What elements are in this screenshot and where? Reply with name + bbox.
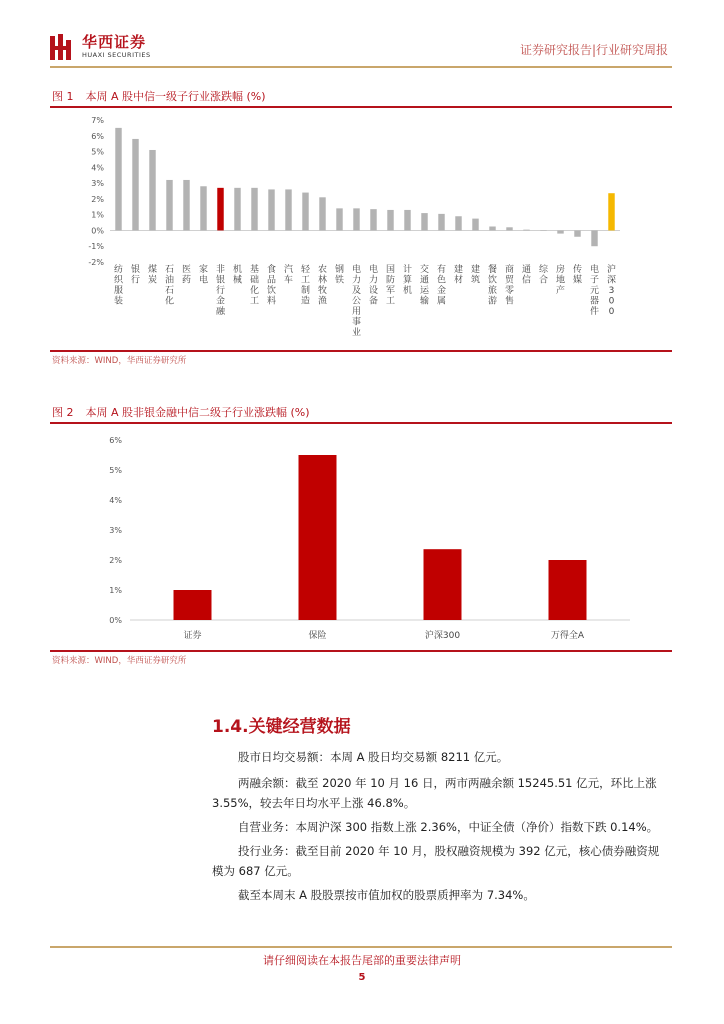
x-tick-label: 钢铁 [334,265,345,286]
bar-1 [299,455,337,620]
x-tick-label: 建筑 [470,265,481,286]
bar-19 [438,214,444,231]
figure2-label: 图 2 [52,406,74,419]
x-tick-label: 农林牧渔 [317,265,328,307]
bar-27 [574,230,580,236]
bar-1 [132,139,138,231]
bar-11 [302,193,308,231]
x-tick-label: 银行 [130,265,141,286]
y-tick-label: 3% [91,179,104,189]
bar-29 [608,193,614,230]
x-tick-label: 煤炭 [147,265,158,286]
y-tick-label: 4% [109,496,122,505]
bar-22 [489,227,495,231]
figure1-label: 图 1 [52,90,74,103]
y-tick-label: 4% [91,163,104,173]
y-tick-label: 6% [109,436,122,445]
bar-2 [149,150,155,230]
y-tick-label: 1% [109,586,122,595]
footer-disclaimer: 请仔细阅读在本报告尾部的重要法律声明 [263,954,461,967]
y-tick-label: -2% [88,258,104,267]
figure2-title: 本周 A 股非银金融中信二级子行业涨跌幅 (%) [85,406,310,419]
y-tick-label: 7% [91,116,104,125]
header-divider [50,66,672,68]
footer-divider [50,946,672,948]
figure2-caption [52,404,310,420]
x-tick-label: 家电 [198,265,209,286]
x-tick-label: 沪深300 [424,631,461,641]
paragraph-daily-turnover: 股市日均交易额：本周 A 股日均交易额 8211 亿元。 [238,750,509,764]
bar-0 [115,128,121,231]
bar-8 [251,188,257,231]
y-tick-label: 5% [109,466,122,475]
x-tick-label: 食品饮料 [266,265,277,307]
x-tick-label: 传媒 [572,265,583,286]
paragraph-margin-balance-cont: 3.55%，较去年日均水平上涨 46.8%。 [212,796,416,810]
bar-3 [549,560,587,620]
figure2-bottom-rule [50,650,672,652]
x-tick-label: 国防军工 [385,265,396,307]
bar-21 [472,219,478,231]
paragraph-investment-banking-cont: 模为 687 亿元。 [212,864,299,878]
x-tick-label: 计算机 [402,265,413,296]
bar-9 [268,189,274,230]
bar-5 [200,186,206,230]
figure2-chart [50,426,672,648]
x-tick-label: 纺织服装 [113,265,124,307]
x-tick-label: 沪深 3 0 0 [606,265,617,317]
figure1-title: 本周 A 股中信一级子行业涨跌幅 (%) [85,90,266,103]
figure1-chart [50,110,672,350]
x-tick-label: 机械 [232,265,243,286]
bar-20 [455,216,461,230]
bar-23 [506,227,512,230]
bar-14 [353,208,359,230]
bar-16 [387,210,393,231]
y-tick-label: 2% [109,556,122,565]
y-tick-label: 0% [109,616,122,625]
x-tick-label: 餐饮旅游 [487,265,498,307]
x-tick-label: 电子元器件 [589,265,600,317]
figure1-caption [52,88,266,104]
bar-6 [217,188,223,231]
logo-chinese-name: 华西证券 [82,33,147,51]
paragraph-pledge-ratio: 截至本周末 A 股股票按市值加权的股票质押率为 7.34%。 [238,888,535,902]
bar-15 [370,209,376,230]
bar-13 [336,208,342,230]
bar-7 [234,188,240,231]
x-tick-label: 汽车 [283,265,294,286]
figure2-source: 资料来源：WIND，华西证券研究所 [52,656,187,666]
y-tick-label: 5% [91,147,104,157]
y-tick-label: 6% [91,131,104,141]
x-tick-label: 基础化工 [249,265,260,307]
y-tick-label: 3% [109,526,122,535]
bar-17 [404,210,410,231]
x-tick-label: 通信 [521,265,532,286]
x-tick-label: 有色金属 [436,265,447,307]
bar-18 [421,213,427,230]
section-title: 1.4.关键经营数据 [212,717,351,737]
paragraph-investment-banking: 投行业务：截至目前 2020 年 10 月，股权融资规模为 392 亿元，核心债券融资规 [238,844,660,858]
bar-0 [174,590,212,620]
paragraph-proprietary: 自营业务：本周沪深 300 指数上涨 2.36%，中证全债（净价）指数下跌 0.14%。 [238,820,659,834]
figure1-source: 资料来源：WIND，华西证券研究所 [52,356,187,366]
x-tick-label: 非银行金融 [215,265,226,317]
bar-28 [591,230,597,246]
x-tick-label: 综合 [538,265,549,286]
x-tick-label: 房地产 [555,265,566,296]
x-tick-label: 电力设备 [368,265,379,307]
x-tick-label: 商贸零售 [504,265,515,307]
bar-4 [183,180,189,230]
y-tick-label: 1% [91,210,104,220]
figure1-bottom-rule [50,350,672,352]
bar-12 [319,197,325,230]
bar-25 [540,230,546,231]
x-tick-label: 保险 [308,631,327,641]
y-tick-label: 2% [91,194,104,204]
bar-2 [424,549,462,620]
bar-10 [285,189,291,230]
figure2-top-rule [50,422,672,424]
x-tick-label: 电力及公用事业 [351,265,362,338]
x-tick-label: 证券 [183,631,202,641]
x-tick-label: 轻工制造 [300,265,311,307]
report-type: 证券研究报告|行业研究周报 [519,43,668,57]
page-number: 5 [358,972,366,983]
bar-3 [166,180,172,230]
paragraph-margin-balance: 两融余额：截至 2020 年 10 月 16 日，两市两融余额 15245.51 亿元，环比上涨 [238,776,657,790]
bar-26 [557,230,563,233]
y-tick-label: 0% [91,226,104,236]
huaxi-logo-icon [50,34,72,60]
x-tick-label: 万得全A [550,631,585,641]
figure1-top-rule [50,106,672,108]
x-tick-label: 石油石化 [164,265,175,307]
x-tick-label: 医药 [181,265,192,286]
page-header [0,0,724,70]
x-tick-label: 交通运输 [419,265,430,307]
bar-24 [523,230,529,231]
logo-english-name: HUAXI SECURITIES [82,51,151,59]
y-tick-label: -1% [88,242,104,252]
x-tick-label: 建材 [453,265,464,286]
